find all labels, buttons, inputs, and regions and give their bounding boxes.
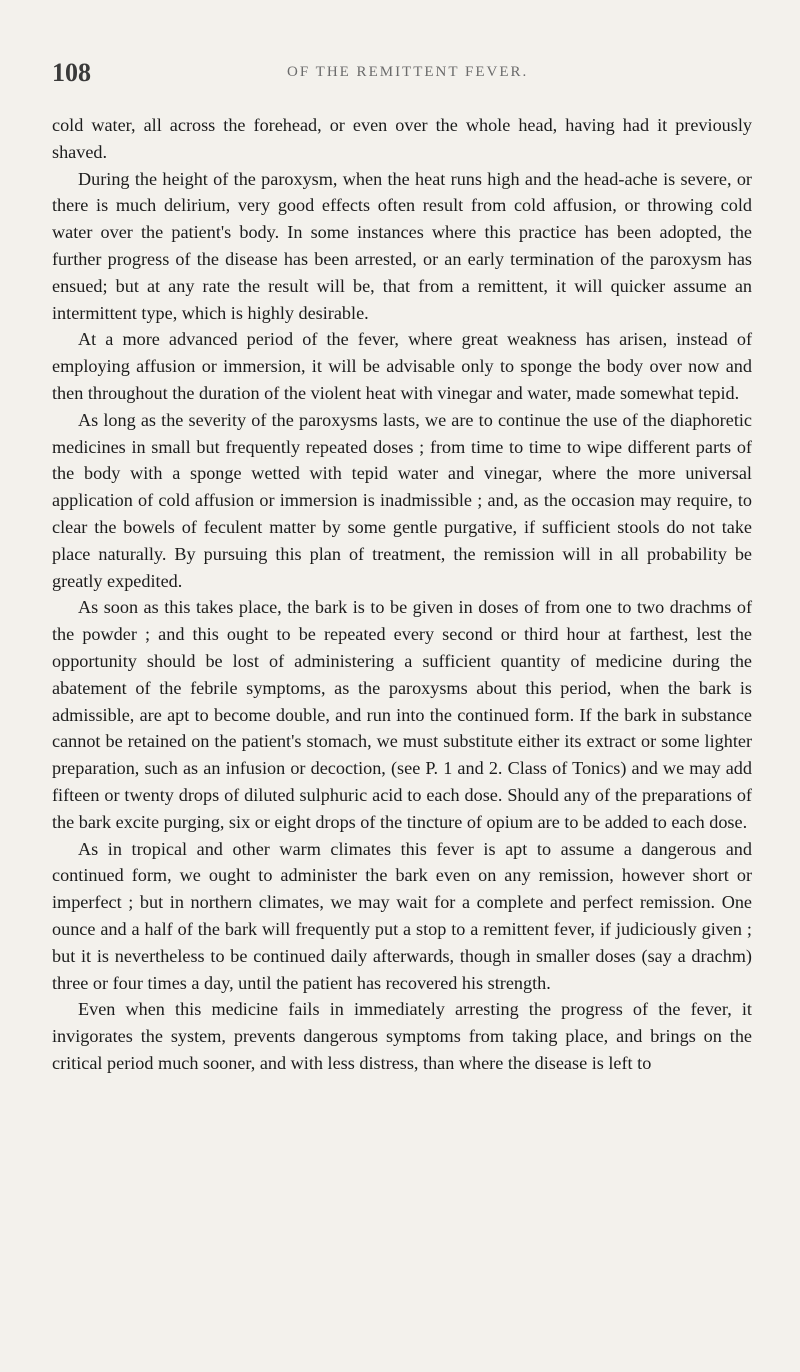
paragraph: At a more advanced period of the fever, where great weakness has arisen, instead of employing affusion or immersion, it will be advisable only to sponge the body over now and then throughout the duration of the violent heat with vinegar and water, made somewhat tepid. [52, 329, 752, 403]
paragraph: As long as the severity of the paroxysms lasts, we are to continue the use of the diaphoretic medicines in small but frequently repeated doses ; from time to time to wipe different parts of the body with a sponge wetted with tepid water and vinegar, where the more universal application of cold affusion or immersion is inadmissible ; and, as the occasion may require, to clear the bowels of feculent matter by some gentle purgative, if sufficient stools do not take place naturally. By pursuing this plan of treatment, the remission will in all probability be greatly expedited. [52, 409, 752, 591]
paragraph: As soon as this takes place, the bark is to be given in doses of from one to two drachms of the powder ; and this ought to be repeated every second or third hour at farthest, lest the opportunity should be lost of administering a sufficient quantity of medicine during the abatement of the febrile symptoms, as the paroxysms about this period, when the bark is admissible, are apt to become double, and run into the continued form. If the bark in substance cannot be retained on the patient's stomach, we must substitute either its extract or some lighter preparation, such as an infusion or decoction, (see P. 1 and 2. Class of Tonics) and we may add fifteen or twenty drops of diluted sulphuric acid to each dose. Should any of the preparations of the bark excite purging, six or eight drops of the tincture of opium are to be added to each dose. [52, 597, 752, 832]
paragraph: During the height of the paroxysm, when the heat runs high and the head-ache is severe, or there is much delirium, very good effects often result from cold affusion, or throwing cold water over the patient's body. In some instances where this practice has been adopted, the further progress of the disease has been arrested, or an early termination of the paroxysm has ensued; but at any rate the result will be, that from a remittent, it will quicker assume an intermittent type, which is highly desirable. [52, 168, 752, 323]
paragraph: Even when this medicine fails in immediately arresting the progress of the fever, it invigorates the system, prevents dangerous symptoms from taking place, and brings on the critical period much sooner, and with less distress, than where the disease is left to [52, 999, 752, 1073]
paragraph: cold water, all across the forehead, or even over the whole head, having had it previously shaved. [52, 115, 752, 162]
running-head [52, 58, 748, 88]
body-text [52, 112, 752, 1077]
page-number: 108 [52, 58, 91, 87]
running-title: OF THE REMITTENT FEVER. [287, 64, 529, 80]
paragraph: As in tropical and other warm climates this fever is apt to assume a dangerous and continued form, we ought to administer the bark even on any remission, however short or imperfect ; but in northern climates, we may wait for a complete and perfect remission. One ounce and a half of the bark will frequently put a stop to a remittent fever, if judiciously given ; but it is nevertheless to be continued daily afterwards, though in smaller doses (say a drachm) three or four times a day, until the patient has recovered his strength. [52, 838, 752, 993]
